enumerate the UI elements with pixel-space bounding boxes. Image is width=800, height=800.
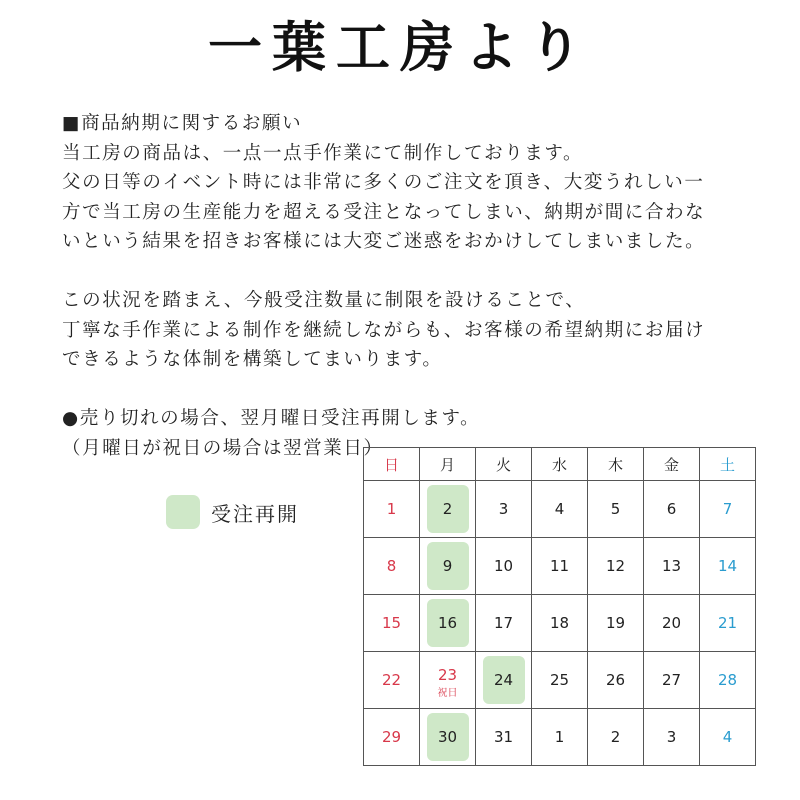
calendar-header-row bbox=[364, 448, 756, 481]
day-number: 30 bbox=[437, 728, 458, 746]
day-number: 17 bbox=[493, 614, 514, 632]
weekday-sun: 日 bbox=[364, 448, 420, 481]
day-number: 13 bbox=[661, 557, 682, 575]
day-number: 3 bbox=[498, 500, 509, 518]
day-number: 15 bbox=[381, 614, 402, 632]
weekday-thu: 木 bbox=[588, 448, 644, 481]
day-cell bbox=[700, 595, 756, 652]
day-cell-reopen bbox=[420, 538, 476, 595]
day-cell bbox=[700, 709, 756, 766]
day-number: 2 bbox=[442, 500, 453, 518]
day-number: 22 bbox=[381, 671, 402, 689]
legend bbox=[166, 495, 299, 529]
day-number: 21 bbox=[717, 614, 738, 632]
calendar bbox=[363, 447, 756, 766]
day-number: 28 bbox=[717, 671, 738, 689]
day-number: 25 bbox=[549, 671, 570, 689]
day-cell bbox=[588, 652, 644, 709]
day-cell bbox=[588, 538, 644, 595]
calendar-week bbox=[364, 709, 756, 766]
day-cell bbox=[588, 481, 644, 538]
day-number: 2 bbox=[610, 728, 621, 746]
day-number: 27 bbox=[661, 671, 682, 689]
day-cell bbox=[476, 538, 532, 595]
notice-line: 当工房の商品は、一点一点手作業にて制作しております。 bbox=[62, 142, 584, 164]
calendar-week bbox=[364, 652, 756, 709]
day-number: 1 bbox=[554, 728, 565, 746]
day-cell bbox=[644, 652, 700, 709]
day-cell bbox=[644, 538, 700, 595]
day-number: 26 bbox=[605, 671, 626, 689]
day-cell bbox=[532, 538, 588, 595]
notice-line: 父の日等のイベント時には非常に多くのご注文を頂き、大変うれしい一 bbox=[62, 172, 705, 193]
day-cell-reopen bbox=[476, 652, 532, 709]
weekday-wed: 水 bbox=[532, 448, 588, 481]
day-number: 10 bbox=[493, 557, 514, 575]
notice-heading: ■商品納期に関するお願い bbox=[62, 113, 303, 134]
holiday-label: 祝日 bbox=[437, 688, 458, 699]
day-number: 14 bbox=[717, 557, 738, 575]
day-cell bbox=[532, 481, 588, 538]
paragraph-gap bbox=[62, 257, 742, 287]
day-cell bbox=[532, 709, 588, 766]
day-cell bbox=[700, 481, 756, 538]
day-cell bbox=[644, 595, 700, 652]
day-cell bbox=[364, 481, 420, 538]
calendar-week bbox=[364, 595, 756, 652]
legend-swatch bbox=[166, 495, 200, 529]
page-title: 一葉工房より bbox=[208, 16, 592, 79]
day-cell bbox=[532, 652, 588, 709]
legend-label: 受注再開 bbox=[211, 501, 299, 526]
weekday-sat: 土 bbox=[700, 448, 756, 481]
notice-line: 丁寧な手作業による制作を継続しながらも、お客様の希望納期にお届け bbox=[62, 319, 706, 341]
day-cell bbox=[700, 652, 756, 709]
day-cell bbox=[588, 709, 644, 766]
weekday-mon: 月 bbox=[420, 448, 476, 481]
paragraph-gap bbox=[62, 375, 742, 405]
notice-line: 方で当工房の生産能力を超える受注となってしまい、納期が間に合わな bbox=[62, 201, 706, 223]
day-number: 5 bbox=[610, 500, 621, 518]
day-number: 23 bbox=[437, 666, 458, 684]
calendar-week bbox=[364, 538, 756, 595]
weekday-tue: 火 bbox=[476, 448, 532, 481]
day-number: 3 bbox=[666, 728, 677, 746]
day-cell-reopen bbox=[420, 709, 476, 766]
day-number: 6 bbox=[666, 500, 677, 518]
day-cell bbox=[364, 652, 420, 709]
day-cell bbox=[644, 709, 700, 766]
notice-rule: ●売り切れの場合、翌月曜日受注再開します。 bbox=[62, 408, 481, 429]
day-number: 18 bbox=[549, 614, 570, 632]
day-number: 20 bbox=[661, 614, 682, 632]
notice-line: いという結果を招きお客様には大変ご迷惑をおかけしてしまいました。 bbox=[62, 231, 706, 252]
day-cell bbox=[644, 481, 700, 538]
day-number: 29 bbox=[381, 728, 402, 746]
day-number: 1 bbox=[386, 500, 397, 518]
day-number: 19 bbox=[605, 614, 626, 632]
day-number: 24 bbox=[493, 671, 514, 689]
day-cell bbox=[476, 481, 532, 538]
notice-rule-note: （月曜日が祝日の場合は翌営業日） bbox=[62, 437, 384, 459]
day-cell bbox=[588, 595, 644, 652]
day-number: 4 bbox=[722, 728, 733, 746]
day-number: 12 bbox=[605, 557, 626, 575]
day-cell-holiday bbox=[420, 652, 476, 709]
day-cell bbox=[476, 595, 532, 652]
day-number: 31 bbox=[493, 728, 514, 746]
notice-text bbox=[62, 109, 742, 463]
day-cell bbox=[364, 595, 420, 652]
weekday-fri: 金 bbox=[644, 448, 700, 481]
day-number: 11 bbox=[549, 557, 570, 575]
calendar-week bbox=[364, 481, 756, 538]
day-number: 4 bbox=[554, 500, 565, 518]
notice-line: この状況を踏まえ、今般受注数量に制限を設けることで、 bbox=[62, 290, 586, 311]
day-cell bbox=[532, 595, 588, 652]
notice-line: できるような体制を構築してまいります。 bbox=[62, 349, 443, 370]
day-cell bbox=[700, 538, 756, 595]
day-number: 8 bbox=[386, 557, 397, 575]
day-number: 16 bbox=[437, 614, 458, 632]
day-cell bbox=[476, 709, 532, 766]
day-cell bbox=[364, 709, 420, 766]
day-number: 9 bbox=[442, 557, 453, 575]
day-cell-reopen bbox=[420, 595, 476, 652]
day-number: 7 bbox=[722, 500, 733, 518]
day-cell bbox=[364, 538, 420, 595]
day-cell-reopen bbox=[420, 481, 476, 538]
